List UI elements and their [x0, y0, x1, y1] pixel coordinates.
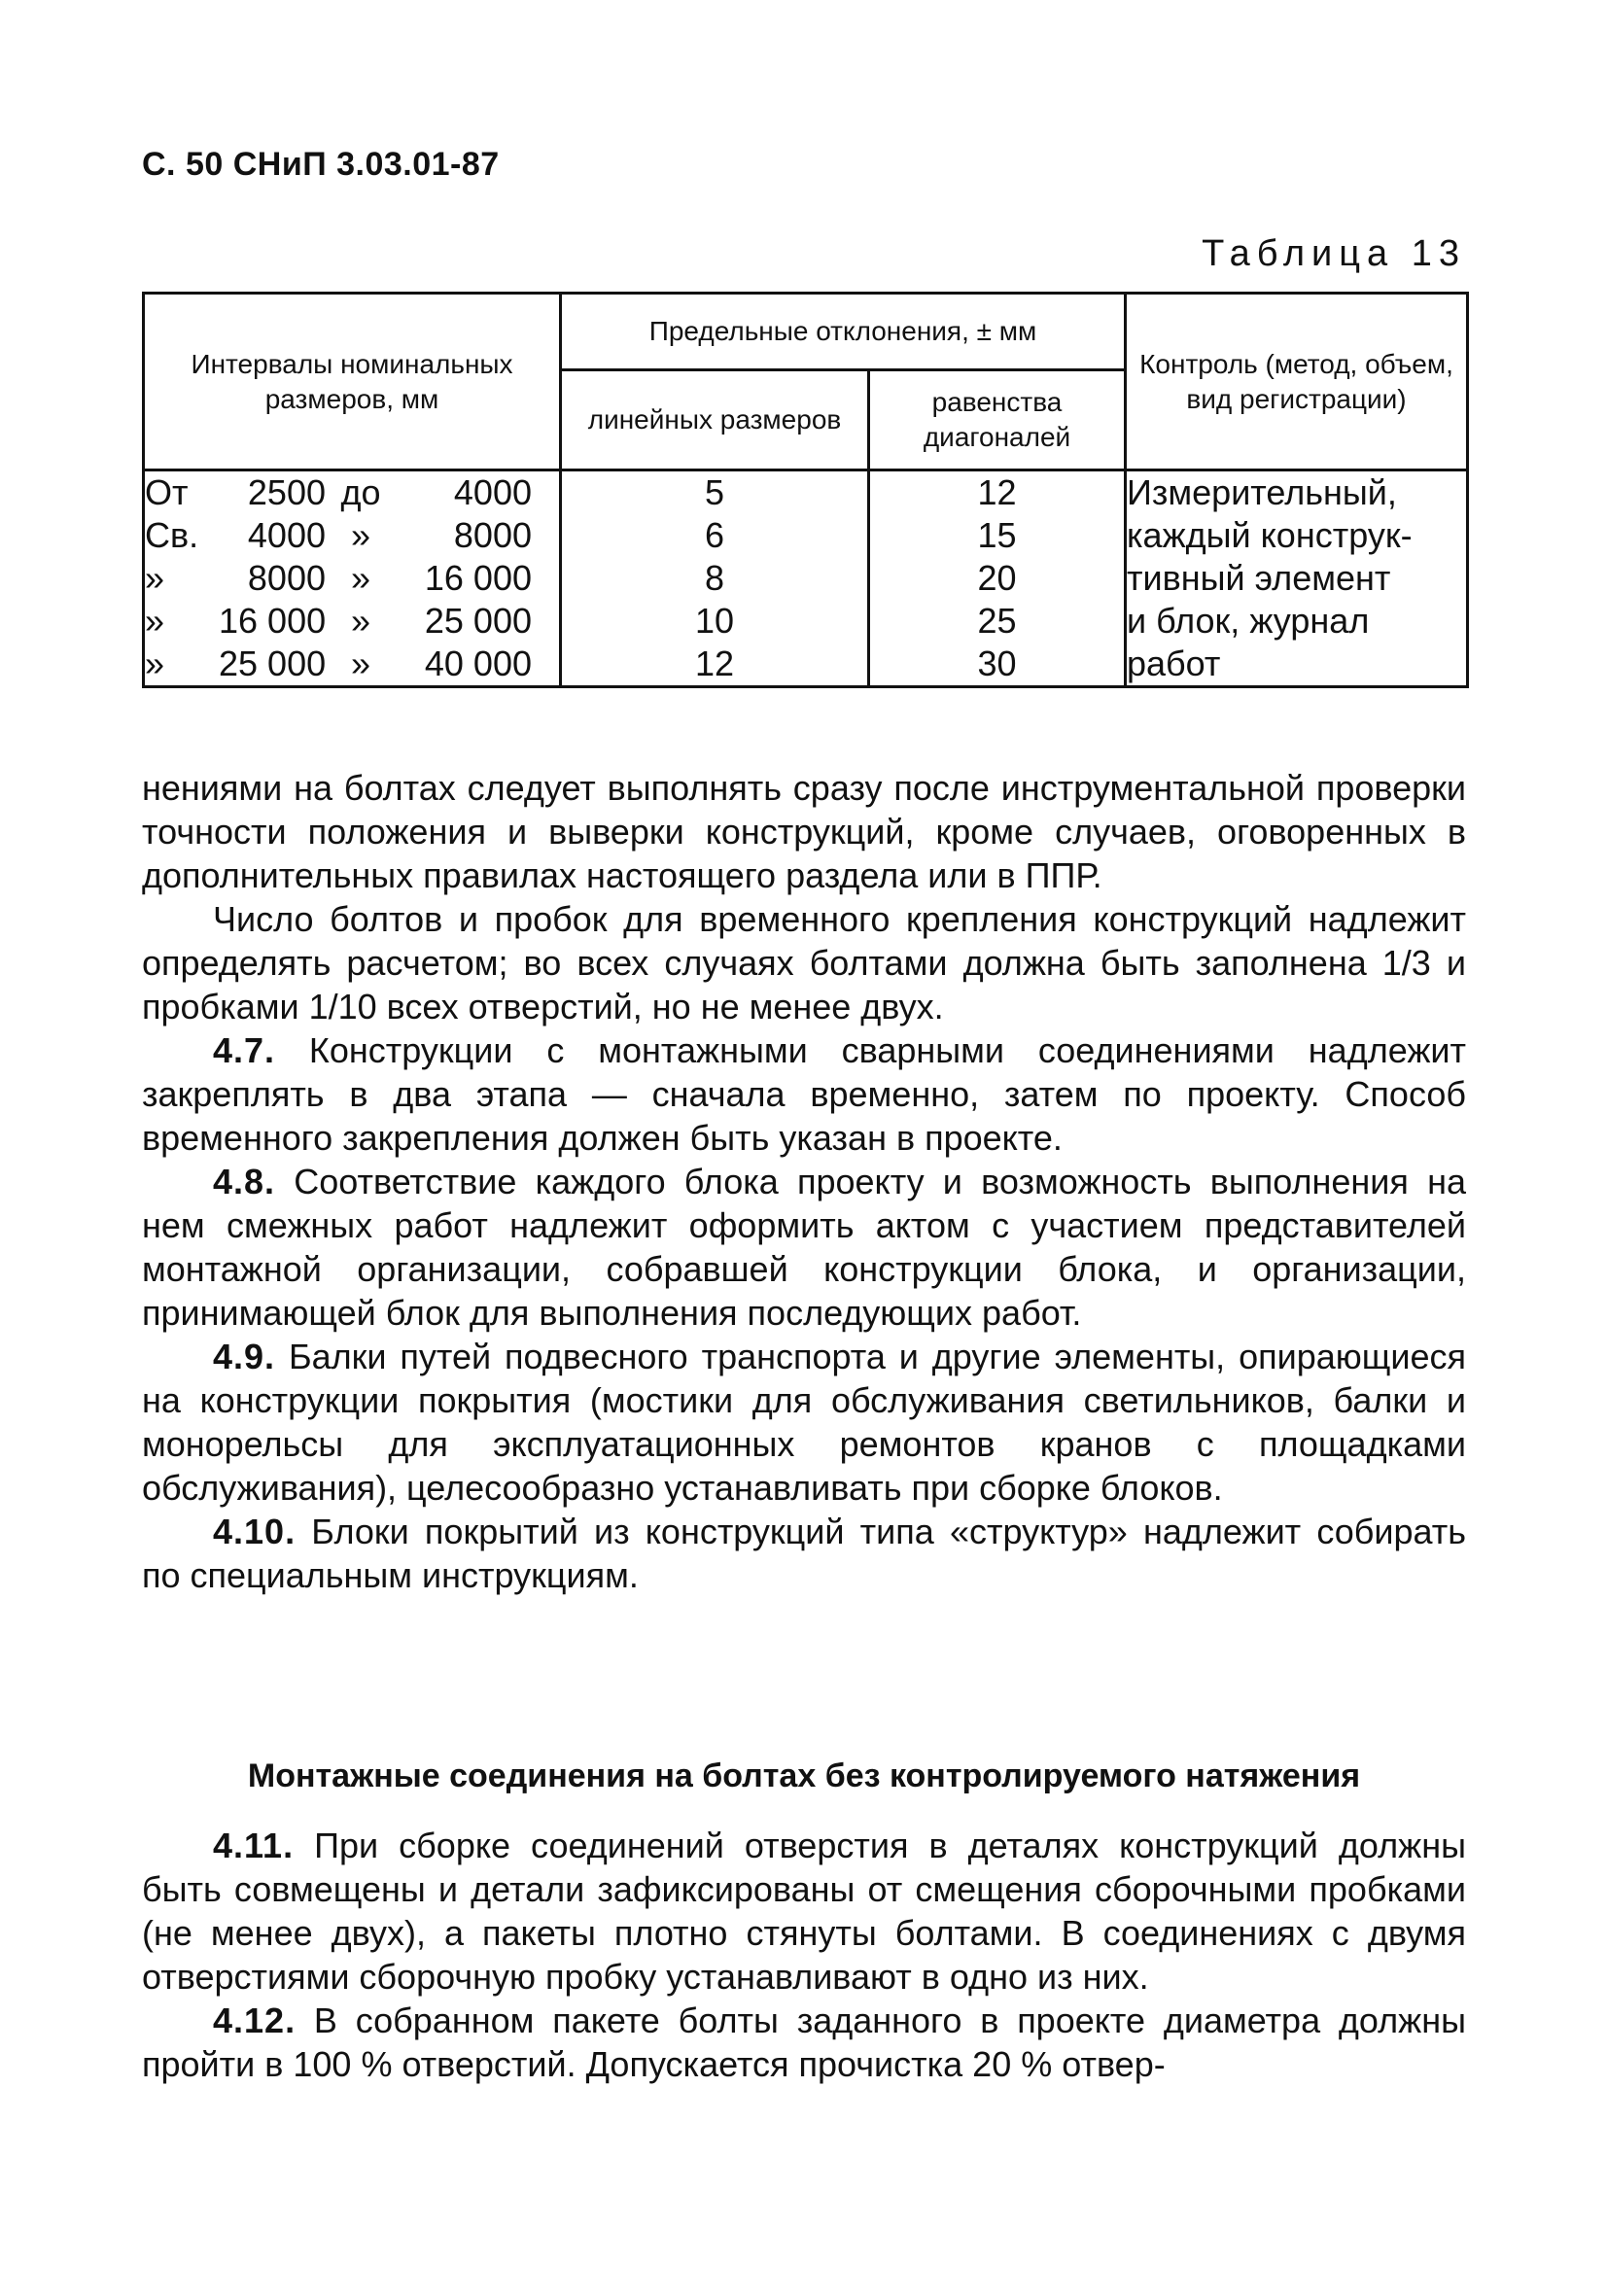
diagonal-values-cell	[869, 470, 1126, 687]
interval-row: Св. 4000 » 8000	[145, 515, 532, 555]
clause-4-11	[142, 1824, 1466, 1999]
clause-4-8	[142, 1160, 1466, 1335]
clause-text: В собранном пакете болты заданного в проекте диаметра должны пройти в 100 % отверстий. Допускается прочистка 20 % отвер-	[142, 2000, 1466, 2084]
paragraph: нениями на болтах следует выполнять сразу после инструментальной проверки точности положения и выверки конструкций, кроме случаев, оговоренных в дополнительных правилах настоящего раздела или в ППР.	[142, 768, 1466, 895]
linear-value: 10	[694, 601, 735, 641]
clause-text: При сборке соединений отверстия в деталях конструкций должны быть совмещены и детали зафиксированы от смещения сборочными пробками (не менее двух), а пакеты плотно стянуты болтами. В соединениях с двумя отверстиями сборочную пробку устанавливают в одно из них.	[142, 1826, 1466, 1997]
linear-values-cell	[561, 470, 869, 687]
page-header: С. 50 СНиП 3.03.01-87	[142, 146, 500, 183]
col-header-intervals: Интервалы номинальных размеров, мм	[144, 294, 561, 470]
clause-text: Конструкции с монтажными сварными соединениями надлежит закреплять в два этапа — сначала временно, затем по проекту. Способ временного закрепления должен быть указан в проекте.	[142, 1030, 1466, 1158]
interval-row: » 8000 » 16 000	[145, 558, 532, 598]
clause-number: 4.10.	[213, 1512, 297, 1551]
control-line: Измерительный,	[1127, 472, 1397, 512]
clause-number: 4.8.	[213, 1162, 276, 1201]
interval-row: » 25 000 » 40 000	[145, 644, 532, 683]
section-title: Монтажные соединения на болтах без контролируемого натяжения	[247, 1757, 1361, 1794]
diagonal-value: 25	[977, 601, 1017, 641]
clause-4-7	[142, 1028, 1466, 1160]
linear-value: 12	[694, 644, 735, 683]
clause-number: 4.12.	[213, 2000, 297, 2040]
diagonal-value: 30	[977, 644, 1017, 683]
linear-value: 5	[704, 472, 725, 512]
col-header-diagonals: равенства диагоналей	[869, 370, 1126, 470]
col-header-deviations: Предельные отклонения, ± мм	[561, 294, 1126, 370]
table-caption: Таблица 13	[1202, 233, 1466, 274]
clause-4-10	[142, 1510, 1466, 1597]
clause-4-9	[142, 1335, 1466, 1510]
intervals-cell	[144, 470, 561, 687]
control-line: и блок, журнал	[1127, 601, 1370, 641]
clause-number: 4.7.	[213, 1030, 276, 1070]
linear-value: 6	[704, 515, 725, 555]
clause-number: 4.11.	[213, 1826, 295, 1865]
paragraph: Число болтов и пробок для временного крепления конструкций надлежит определять расчетом; во всех случаях болтами должна быть заполнена 1/3 и пробками 1/10 всех отверстий, но не менее двух.	[142, 899, 1466, 1026]
diagonal-value: 12	[977, 472, 1017, 512]
linear-value: 8	[704, 558, 725, 598]
clause-text: Балки путей подвесного транспорта и другие элементы, опирающиеся на конструкции покрытия (мостики для обслуживания светильников, балки и монорельсы для эксплуатационных ремонтов кранов с площадками обслуживания), целесообразно устанавливать при сборке блоков.	[142, 1337, 1466, 1508]
col-header-control: Контроль (метод, объем, вид регистрации)	[1126, 294, 1468, 470]
clause-text: Соответствие каждого блока проекту и возможность выполнения на нем смежных работ надлежит оформить актом с участием представителей монтажной организации, собравшей конструкции блока, и организации, принимающей блок для выполнения последующих работ.	[142, 1162, 1466, 1333]
clause-number: 4.9.	[213, 1337, 276, 1376]
control-line: каждый конструк-	[1127, 515, 1413, 555]
section-body	[142, 1824, 1466, 2086]
diagonal-value: 15	[977, 515, 1017, 555]
control-line: тивный элемент	[1127, 558, 1391, 598]
interval-row: » 16 000 » 25 000	[145, 601, 532, 641]
clause-text: Блоки покрытий из конструкций типа «структур» надлежит собирать по специальным инструкциям.	[142, 1512, 1466, 1595]
interval-row: От 2500 до 4000	[145, 472, 532, 512]
col-header-linear: линейных размеров	[561, 370, 869, 470]
body-text	[142, 766, 1466, 1597]
tolerance-table	[142, 292, 1469, 688]
control-line: работ	[1127, 644, 1221, 683]
diagonal-value: 20	[977, 558, 1017, 598]
clause-4-12	[142, 1999, 1466, 2086]
control-cell	[1126, 470, 1468, 687]
